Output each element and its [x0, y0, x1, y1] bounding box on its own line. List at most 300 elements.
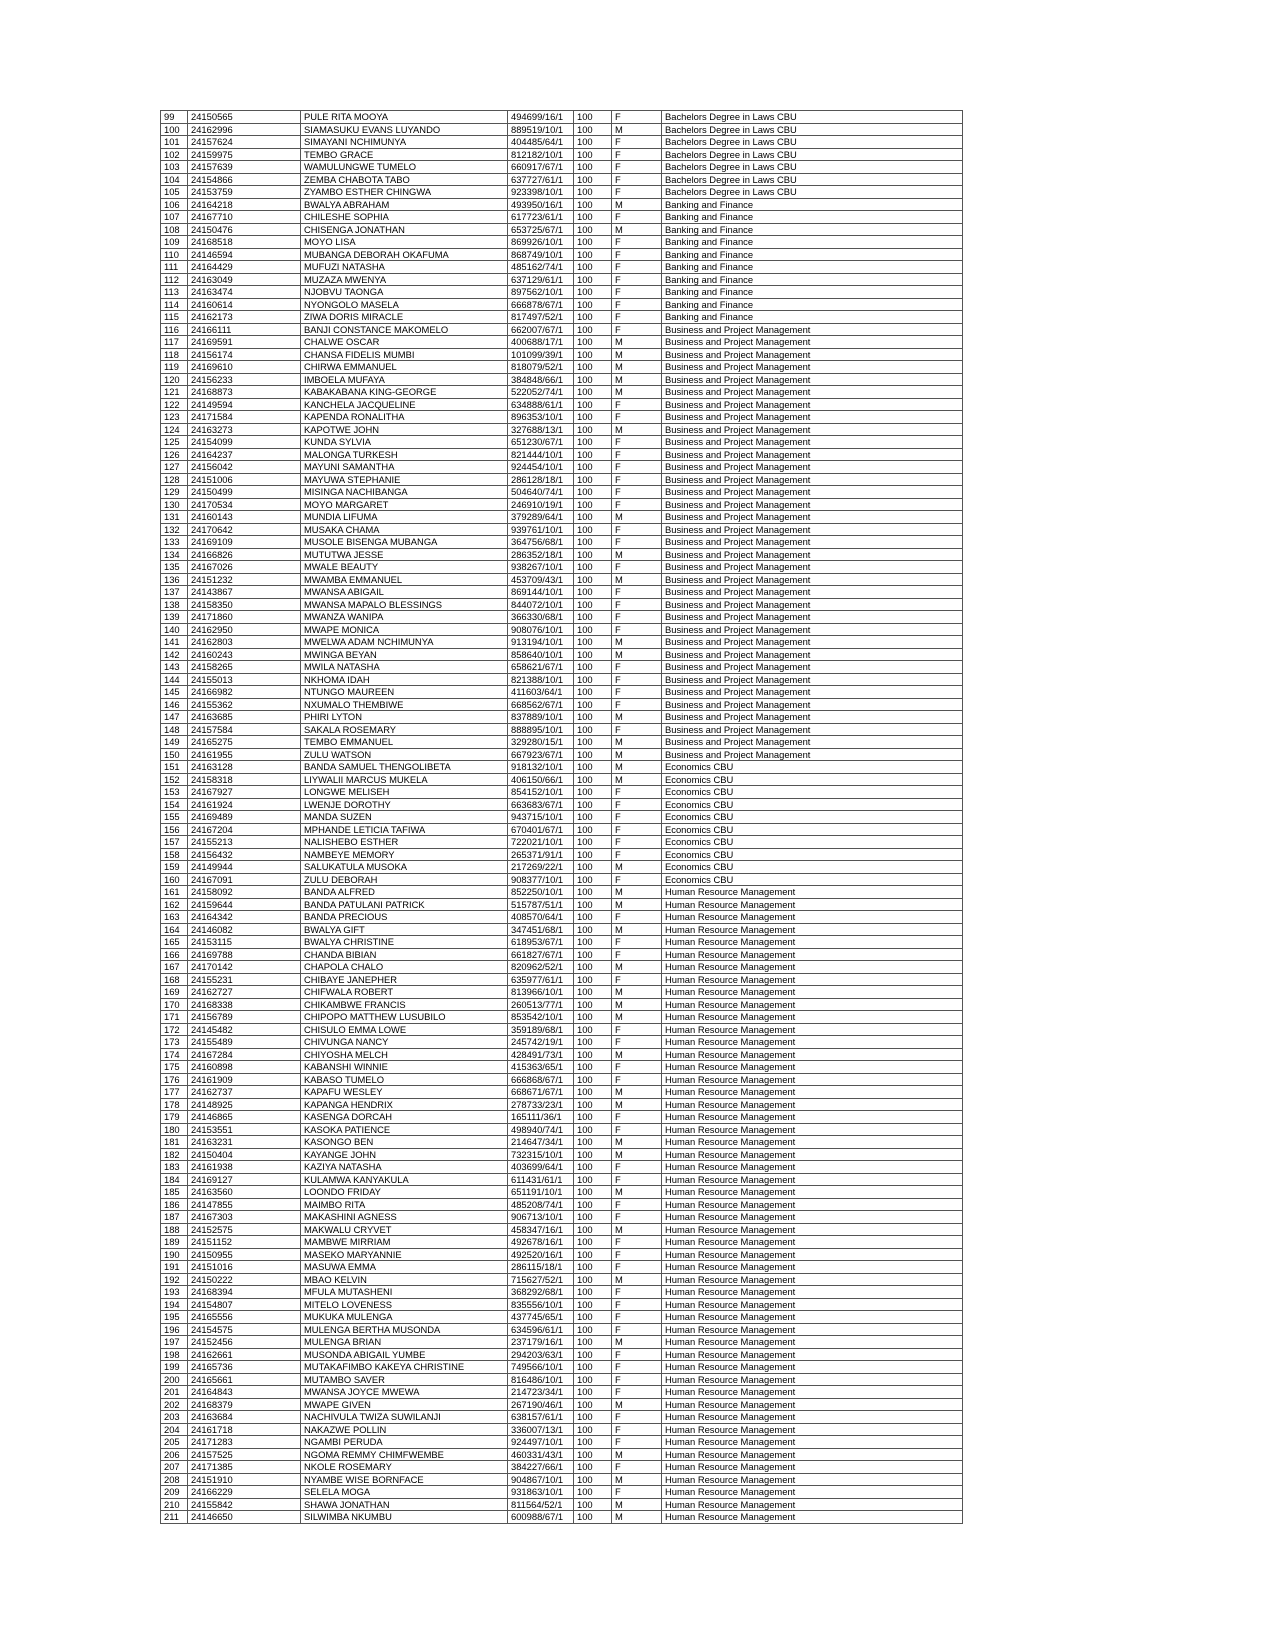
student-name-cell: KAPANGA HENDRIX [301, 1098, 508, 1111]
percentage-cell: 100 [574, 1023, 612, 1036]
row-number-cell: 141 [161, 636, 188, 649]
student-name-cell: MUSONDA ABIGAIL YUMBE [301, 1348, 508, 1361]
sex-cell: F [612, 398, 662, 411]
percentage-cell: 100 [574, 161, 612, 174]
row-number-cell: 172 [161, 1023, 188, 1036]
nrc-cell: 715627/52/1 [508, 1273, 574, 1286]
student-id-cell: 24167091 [188, 873, 301, 886]
programme-cell: Human Resource Management [662, 1048, 963, 1061]
programme-cell: Economics CBU [662, 861, 963, 874]
nrc-cell: 214723/34/1 [508, 1386, 574, 1399]
student-id-cell: 24146865 [188, 1111, 301, 1124]
table-row [161, 1298, 963, 1311]
table-row [161, 786, 963, 799]
percentage-cell: 100 [574, 211, 612, 224]
student-name-cell: KABANSHI WINNIE [301, 1061, 508, 1074]
programme-cell: Business and Project Management [662, 498, 963, 511]
row-number-cell: 164 [161, 923, 188, 936]
table-row [161, 686, 963, 699]
row-number-cell: 106 [161, 198, 188, 211]
table-row [161, 336, 963, 349]
sex-cell: M [612, 1223, 662, 1236]
row-number-cell: 187 [161, 1211, 188, 1224]
row-number-cell: 173 [161, 1036, 188, 1049]
row-number-cell: 203 [161, 1411, 188, 1424]
sex-cell: F [612, 161, 662, 174]
student-name-cell: MUFUZI NATASHA [301, 261, 508, 274]
table-row [161, 573, 963, 586]
student-id-cell: 24147855 [188, 1198, 301, 1211]
row-number-cell: 161 [161, 886, 188, 899]
row-number-cell: 138 [161, 598, 188, 611]
percentage-cell: 100 [574, 186, 612, 199]
row-number-cell: 129 [161, 486, 188, 499]
sex-cell: F [612, 1423, 662, 1436]
nrc-cell: 913194/10/1 [508, 636, 574, 649]
row-number-cell: 135 [161, 561, 188, 574]
sex-cell: F [612, 211, 662, 224]
student-name-cell: MOYO MARGARET [301, 498, 508, 511]
percentage-cell: 100 [574, 911, 612, 924]
sex-cell: M [612, 898, 662, 911]
sex-cell: F [612, 298, 662, 311]
row-number-cell: 166 [161, 948, 188, 961]
table-row [161, 186, 963, 199]
student-id-cell: 24155362 [188, 698, 301, 711]
student-id-cell: 24146082 [188, 923, 301, 936]
row-number-cell: 170 [161, 998, 188, 1011]
table-row [161, 223, 963, 236]
sex-cell: M [612, 1011, 662, 1024]
nrc-cell: 246910/19/1 [508, 498, 574, 511]
percentage-cell: 100 [574, 536, 612, 549]
student-id-cell: 24152456 [188, 1336, 301, 1349]
student-name-cell: MWANZA WANIPA [301, 611, 508, 624]
sex-cell: F [612, 661, 662, 674]
student-id-cell: 24163560 [188, 1186, 301, 1199]
row-number-cell: 146 [161, 698, 188, 711]
percentage-cell: 100 [574, 248, 612, 261]
student-name-cell: KASOKA PATIENCE [301, 1123, 508, 1136]
programme-cell: Business and Project Management [662, 536, 963, 549]
student-id-cell: 24163128 [188, 761, 301, 774]
sex-cell: F [612, 1361, 662, 1374]
student-id-cell: 24146594 [188, 248, 301, 261]
student-id-cell: 24154575 [188, 1323, 301, 1336]
student-name-cell: MUZAZA MWENYA [301, 273, 508, 286]
percentage-cell: 100 [574, 986, 612, 999]
sex-cell: F [612, 936, 662, 949]
table-row [161, 1086, 963, 1099]
student-name-cell: MULENGA BRIAN [301, 1336, 508, 1349]
programme-cell: Human Resource Management [662, 1448, 963, 1461]
percentage-cell: 100 [574, 523, 612, 536]
student-id-cell: 24143867 [188, 586, 301, 599]
programme-cell: Economics CBU [662, 798, 963, 811]
sex-cell: F [612, 486, 662, 499]
student-name-cell: MOYO LISA [301, 236, 508, 249]
row-number-cell: 99 [161, 111, 188, 124]
nrc-cell: 265371/91/1 [508, 848, 574, 861]
student-id-cell: 24167204 [188, 823, 301, 836]
sex-cell: M [612, 636, 662, 649]
programme-cell: Banking and Finance [662, 286, 963, 299]
sex-cell: F [612, 1486, 662, 1499]
student-id-cell: 24150476 [188, 223, 301, 236]
nrc-cell: 504640/74/1 [508, 486, 574, 499]
nrc-cell: 660917/67/1 [508, 161, 574, 174]
table-row [161, 661, 963, 674]
student-name-cell: NKOLE ROSEMARY [301, 1461, 508, 1474]
table-row [161, 348, 963, 361]
student-id-cell: 24165736 [188, 1361, 301, 1374]
row-number-cell: 168 [161, 973, 188, 986]
programme-cell: Economics CBU [662, 761, 963, 774]
sex-cell: F [612, 1211, 662, 1224]
row-number-cell: 118 [161, 348, 188, 361]
nrc-cell: 666868/67/1 [508, 1073, 574, 1086]
student-name-cell: MBAO KELVIN [301, 1273, 508, 1286]
percentage-cell: 100 [574, 311, 612, 324]
programme-cell: Bachelors Degree in Laws CBU [662, 136, 963, 149]
student-name-cell: ZIWA DORIS MIRACLE [301, 311, 508, 324]
row-number-cell: 110 [161, 248, 188, 261]
row-number-cell: 133 [161, 536, 188, 549]
percentage-cell: 100 [574, 1511, 612, 1524]
nrc-cell: 852250/10/1 [508, 886, 574, 899]
student-name-cell: CHIPOPO MATTHEW LUSUBILO [301, 1011, 508, 1024]
percentage-cell: 100 [574, 111, 612, 124]
table-row [161, 1198, 963, 1211]
student-name-cell: KANCHELA JACQUELINE [301, 398, 508, 411]
table-row [161, 323, 963, 336]
table-row [161, 261, 963, 274]
student-name-cell: MAYUNI SAMANTHA [301, 461, 508, 474]
student-name-cell: NKHOMA IDAH [301, 673, 508, 686]
percentage-cell: 100 [574, 586, 612, 599]
table-row [161, 698, 963, 711]
row-number-cell: 200 [161, 1373, 188, 1386]
sex-cell: F [612, 611, 662, 624]
programme-cell: Human Resource Management [662, 1161, 963, 1174]
row-number-cell: 119 [161, 361, 188, 374]
percentage-cell: 100 [574, 1461, 612, 1474]
sex-cell: F [612, 286, 662, 299]
percentage-cell: 100 [574, 398, 612, 411]
sex-cell: M [612, 223, 662, 236]
percentage-cell: 100 [574, 886, 612, 899]
row-number-cell: 165 [161, 936, 188, 949]
nrc-cell: 327688/13/1 [508, 423, 574, 436]
table-row [161, 1211, 963, 1224]
sex-cell: M [612, 1048, 662, 1061]
sex-cell: F [612, 1311, 662, 1324]
programme-cell: Human Resource Management [662, 1423, 963, 1436]
row-number-cell: 202 [161, 1398, 188, 1411]
nrc-cell: 359189/68/1 [508, 1023, 574, 1036]
student-name-cell: KUNDA SYLVIA [301, 436, 508, 449]
sex-cell: F [612, 1286, 662, 1299]
student-id-cell: 24160243 [188, 648, 301, 661]
student-name-cell: CHIVUNGA NANCY [301, 1036, 508, 1049]
row-number-cell: 180 [161, 1123, 188, 1136]
student-name-cell: KABASO TUMELO [301, 1073, 508, 1086]
sex-cell: F [612, 823, 662, 836]
sex-cell: F [612, 586, 662, 599]
programme-cell: Business and Project Management [662, 573, 963, 586]
nrc-cell: 844072/10/1 [508, 598, 574, 611]
student-name-cell: KABAKABANA KING-GEORGE [301, 386, 508, 399]
sex-cell: F [612, 498, 662, 511]
programme-cell: Economics CBU [662, 836, 963, 849]
table-row [161, 836, 963, 849]
table-row [161, 536, 963, 549]
student-id-cell: 24158265 [188, 661, 301, 674]
student-name-cell: MWAPE MONICA [301, 623, 508, 636]
student-id-cell: 24171283 [188, 1436, 301, 1449]
row-number-cell: 196 [161, 1323, 188, 1336]
row-number-cell: 155 [161, 811, 188, 824]
table-row [161, 1373, 963, 1386]
student-id-cell: 24153551 [188, 1123, 301, 1136]
percentage-cell: 100 [574, 1098, 612, 1111]
sex-cell: F [612, 786, 662, 799]
sex-cell: F [612, 1323, 662, 1336]
student-name-cell: BWALYA GIFT [301, 923, 508, 936]
table-row [161, 1473, 963, 1486]
sex-cell: F [612, 973, 662, 986]
percentage-cell: 100 [574, 548, 612, 561]
sex-cell: F [612, 1461, 662, 1474]
programme-cell: Human Resource Management [662, 1136, 963, 1149]
percentage-cell: 100 [574, 836, 612, 849]
row-number-cell: 131 [161, 511, 188, 524]
student-name-cell: KAYANGE JOHN [301, 1148, 508, 1161]
sex-cell: F [612, 473, 662, 486]
table-row [161, 311, 963, 324]
sex-cell: F [612, 186, 662, 199]
sex-cell: F [612, 1386, 662, 1399]
student-name-cell: BWALYA ABRAHAM [301, 198, 508, 211]
table-row [161, 961, 963, 974]
percentage-cell: 100 [574, 1161, 612, 1174]
nrc-cell: 237179/16/1 [508, 1336, 574, 1349]
nrc-cell: 749566/10/1 [508, 1361, 574, 1374]
row-number-cell: 169 [161, 986, 188, 999]
percentage-cell: 100 [574, 611, 612, 624]
programme-cell: Human Resource Management [662, 1336, 963, 1349]
programme-cell: Business and Project Management [662, 361, 963, 374]
percentage-cell: 100 [574, 736, 612, 749]
programme-cell: Human Resource Management [662, 1198, 963, 1211]
programme-cell: Business and Project Management [662, 736, 963, 749]
table-row [161, 1336, 963, 1349]
row-number-cell: 160 [161, 873, 188, 886]
sex-cell: F [612, 536, 662, 549]
nrc-cell: 854152/10/1 [508, 786, 574, 799]
table-row [161, 673, 963, 686]
row-number-cell: 147 [161, 711, 188, 724]
student-id-cell: 24166111 [188, 323, 301, 336]
programme-cell: Human Resource Management [662, 1173, 963, 1186]
table-row [161, 1173, 963, 1186]
percentage-cell: 100 [574, 261, 612, 274]
programme-cell: Bachelors Degree in Laws CBU [662, 111, 963, 124]
student-id-cell: 24162737 [188, 1086, 301, 1099]
percentage-cell: 100 [574, 461, 612, 474]
table-row [161, 473, 963, 486]
nrc-cell: 617723/61/1 [508, 211, 574, 224]
sex-cell: F [612, 698, 662, 711]
row-number-cell: 184 [161, 1173, 188, 1186]
percentage-cell: 100 [574, 848, 612, 861]
programme-cell: Business and Project Management [662, 611, 963, 624]
programme-cell: Human Resource Management [662, 1473, 963, 1486]
nrc-cell: 858640/10/1 [508, 648, 574, 661]
nrc-cell: 818079/52/1 [508, 361, 574, 374]
student-id-cell: 24151016 [188, 1261, 301, 1274]
row-number-cell: 192 [161, 1273, 188, 1286]
percentage-cell: 100 [574, 1261, 612, 1274]
row-number-cell: 101 [161, 136, 188, 149]
student-id-cell: 24155842 [188, 1498, 301, 1511]
nrc-cell: 618953/67/1 [508, 936, 574, 949]
percentage-cell: 100 [574, 1223, 612, 1236]
student-id-cell: 24168518 [188, 236, 301, 249]
table-row [161, 173, 963, 186]
table-row [161, 161, 963, 174]
student-id-cell: 24153759 [188, 186, 301, 199]
row-number-cell: 102 [161, 148, 188, 161]
student-id-cell: 24164843 [188, 1386, 301, 1399]
sex-cell: F [612, 236, 662, 249]
table-row [161, 823, 963, 836]
sex-cell: M [612, 773, 662, 786]
student-name-cell: MUTAMBO SAVER [301, 1373, 508, 1386]
sex-cell: M [612, 336, 662, 349]
student-id-cell: 24154866 [188, 173, 301, 186]
percentage-cell: 100 [574, 661, 612, 674]
percentage-cell: 100 [574, 123, 612, 136]
programme-cell: Human Resource Management [662, 1123, 963, 1136]
table-row [161, 1123, 963, 1136]
programme-cell: Human Resource Management [662, 1511, 963, 1524]
programme-cell: Business and Project Management [662, 548, 963, 561]
sex-cell: F [612, 1298, 662, 1311]
percentage-cell: 100 [574, 898, 612, 911]
student-name-cell: ZULU DEBORAH [301, 873, 508, 886]
table-row [161, 361, 963, 374]
sex-cell: F [612, 311, 662, 324]
percentage-cell: 100 [574, 473, 612, 486]
sex-cell: F [612, 261, 662, 274]
programme-cell: Bachelors Degree in Laws CBU [662, 186, 963, 199]
sex-cell: F [612, 723, 662, 736]
nrc-cell: 924497/10/1 [508, 1436, 574, 1449]
table-row [161, 111, 963, 124]
nrc-cell: 498940/74/1 [508, 1123, 574, 1136]
student-name-cell: NAMBEYE MEMORY [301, 848, 508, 861]
student-name-cell: MWANSA MAPALO BLESSINGS [301, 598, 508, 611]
nrc-cell: 101099/39/1 [508, 348, 574, 361]
table-row [161, 1248, 963, 1261]
student-id-cell: 24152575 [188, 1223, 301, 1236]
row-number-cell: 154 [161, 798, 188, 811]
student-id-cell: 24169489 [188, 811, 301, 824]
table-row [161, 1073, 963, 1086]
nrc-cell: 939761/10/1 [508, 523, 574, 536]
nrc-cell: 634888/61/1 [508, 398, 574, 411]
row-number-cell: 127 [161, 461, 188, 474]
student-id-cell: 24145482 [188, 1023, 301, 1036]
row-number-cell: 144 [161, 673, 188, 686]
sex-cell: M [612, 748, 662, 761]
sex-cell: M [612, 923, 662, 936]
table-row [161, 636, 963, 649]
programme-cell: Business and Project Management [662, 423, 963, 436]
row-number-cell: 100 [161, 123, 188, 136]
table-row [161, 1448, 963, 1461]
table-row [161, 1061, 963, 1074]
percentage-cell: 100 [574, 386, 612, 399]
student-name-cell: SIMAYANI NCHIMUNYA [301, 136, 508, 149]
student-name-cell: CHISENGA JONATHAN [301, 223, 508, 236]
programme-cell: Business and Project Management [662, 448, 963, 461]
nrc-cell: 245742/19/1 [508, 1036, 574, 1049]
row-number-cell: 171 [161, 1011, 188, 1024]
sex-cell: M [612, 423, 662, 436]
student-id-cell: 24163231 [188, 1136, 301, 1149]
sex-cell: F [612, 1161, 662, 1174]
percentage-cell: 100 [574, 323, 612, 336]
programme-cell: Banking and Finance [662, 273, 963, 286]
student-name-cell: LIYWALII MARCUS MUKELA [301, 773, 508, 786]
programme-cell: Human Resource Management [662, 1361, 963, 1374]
percentage-cell: 100 [574, 1473, 612, 1486]
row-number-cell: 121 [161, 386, 188, 399]
table-row [161, 1311, 963, 1324]
sex-cell: M [612, 1186, 662, 1199]
programme-cell: Business and Project Management [662, 648, 963, 661]
table-row [161, 798, 963, 811]
programme-cell: Business and Project Management [662, 373, 963, 386]
row-number-cell: 201 [161, 1386, 188, 1399]
nrc-cell: 637727/61/1 [508, 173, 574, 186]
student-id-cell: 24151152 [188, 1236, 301, 1249]
nrc-cell: 485162/74/1 [508, 261, 574, 274]
student-name-cell: MUTUTWA JESSE [301, 548, 508, 561]
student-id-cell: 24169127 [188, 1173, 301, 1186]
table-row [161, 623, 963, 636]
table-row [161, 748, 963, 761]
row-number-cell: 111 [161, 261, 188, 274]
percentage-cell: 100 [574, 1086, 612, 1099]
percentage-cell: 100 [574, 1486, 612, 1499]
student-name-cell: MFULA MUTASHENI [301, 1286, 508, 1299]
table-row [161, 598, 963, 611]
programme-cell: Banking and Finance [662, 311, 963, 324]
table-row [161, 1436, 963, 1449]
student-id-cell: 24167284 [188, 1048, 301, 1061]
student-name-cell: TEMBO EMMANUEL [301, 736, 508, 749]
percentage-cell: 100 [574, 823, 612, 836]
table-row [161, 711, 963, 724]
student-name-cell: MISINGA NACHIBANGA [301, 486, 508, 499]
programme-cell: Human Resource Management [662, 1261, 963, 1274]
nrc-cell: 896353/10/1 [508, 411, 574, 424]
row-number-cell: 143 [161, 661, 188, 674]
nrc-cell: 869144/10/1 [508, 586, 574, 599]
